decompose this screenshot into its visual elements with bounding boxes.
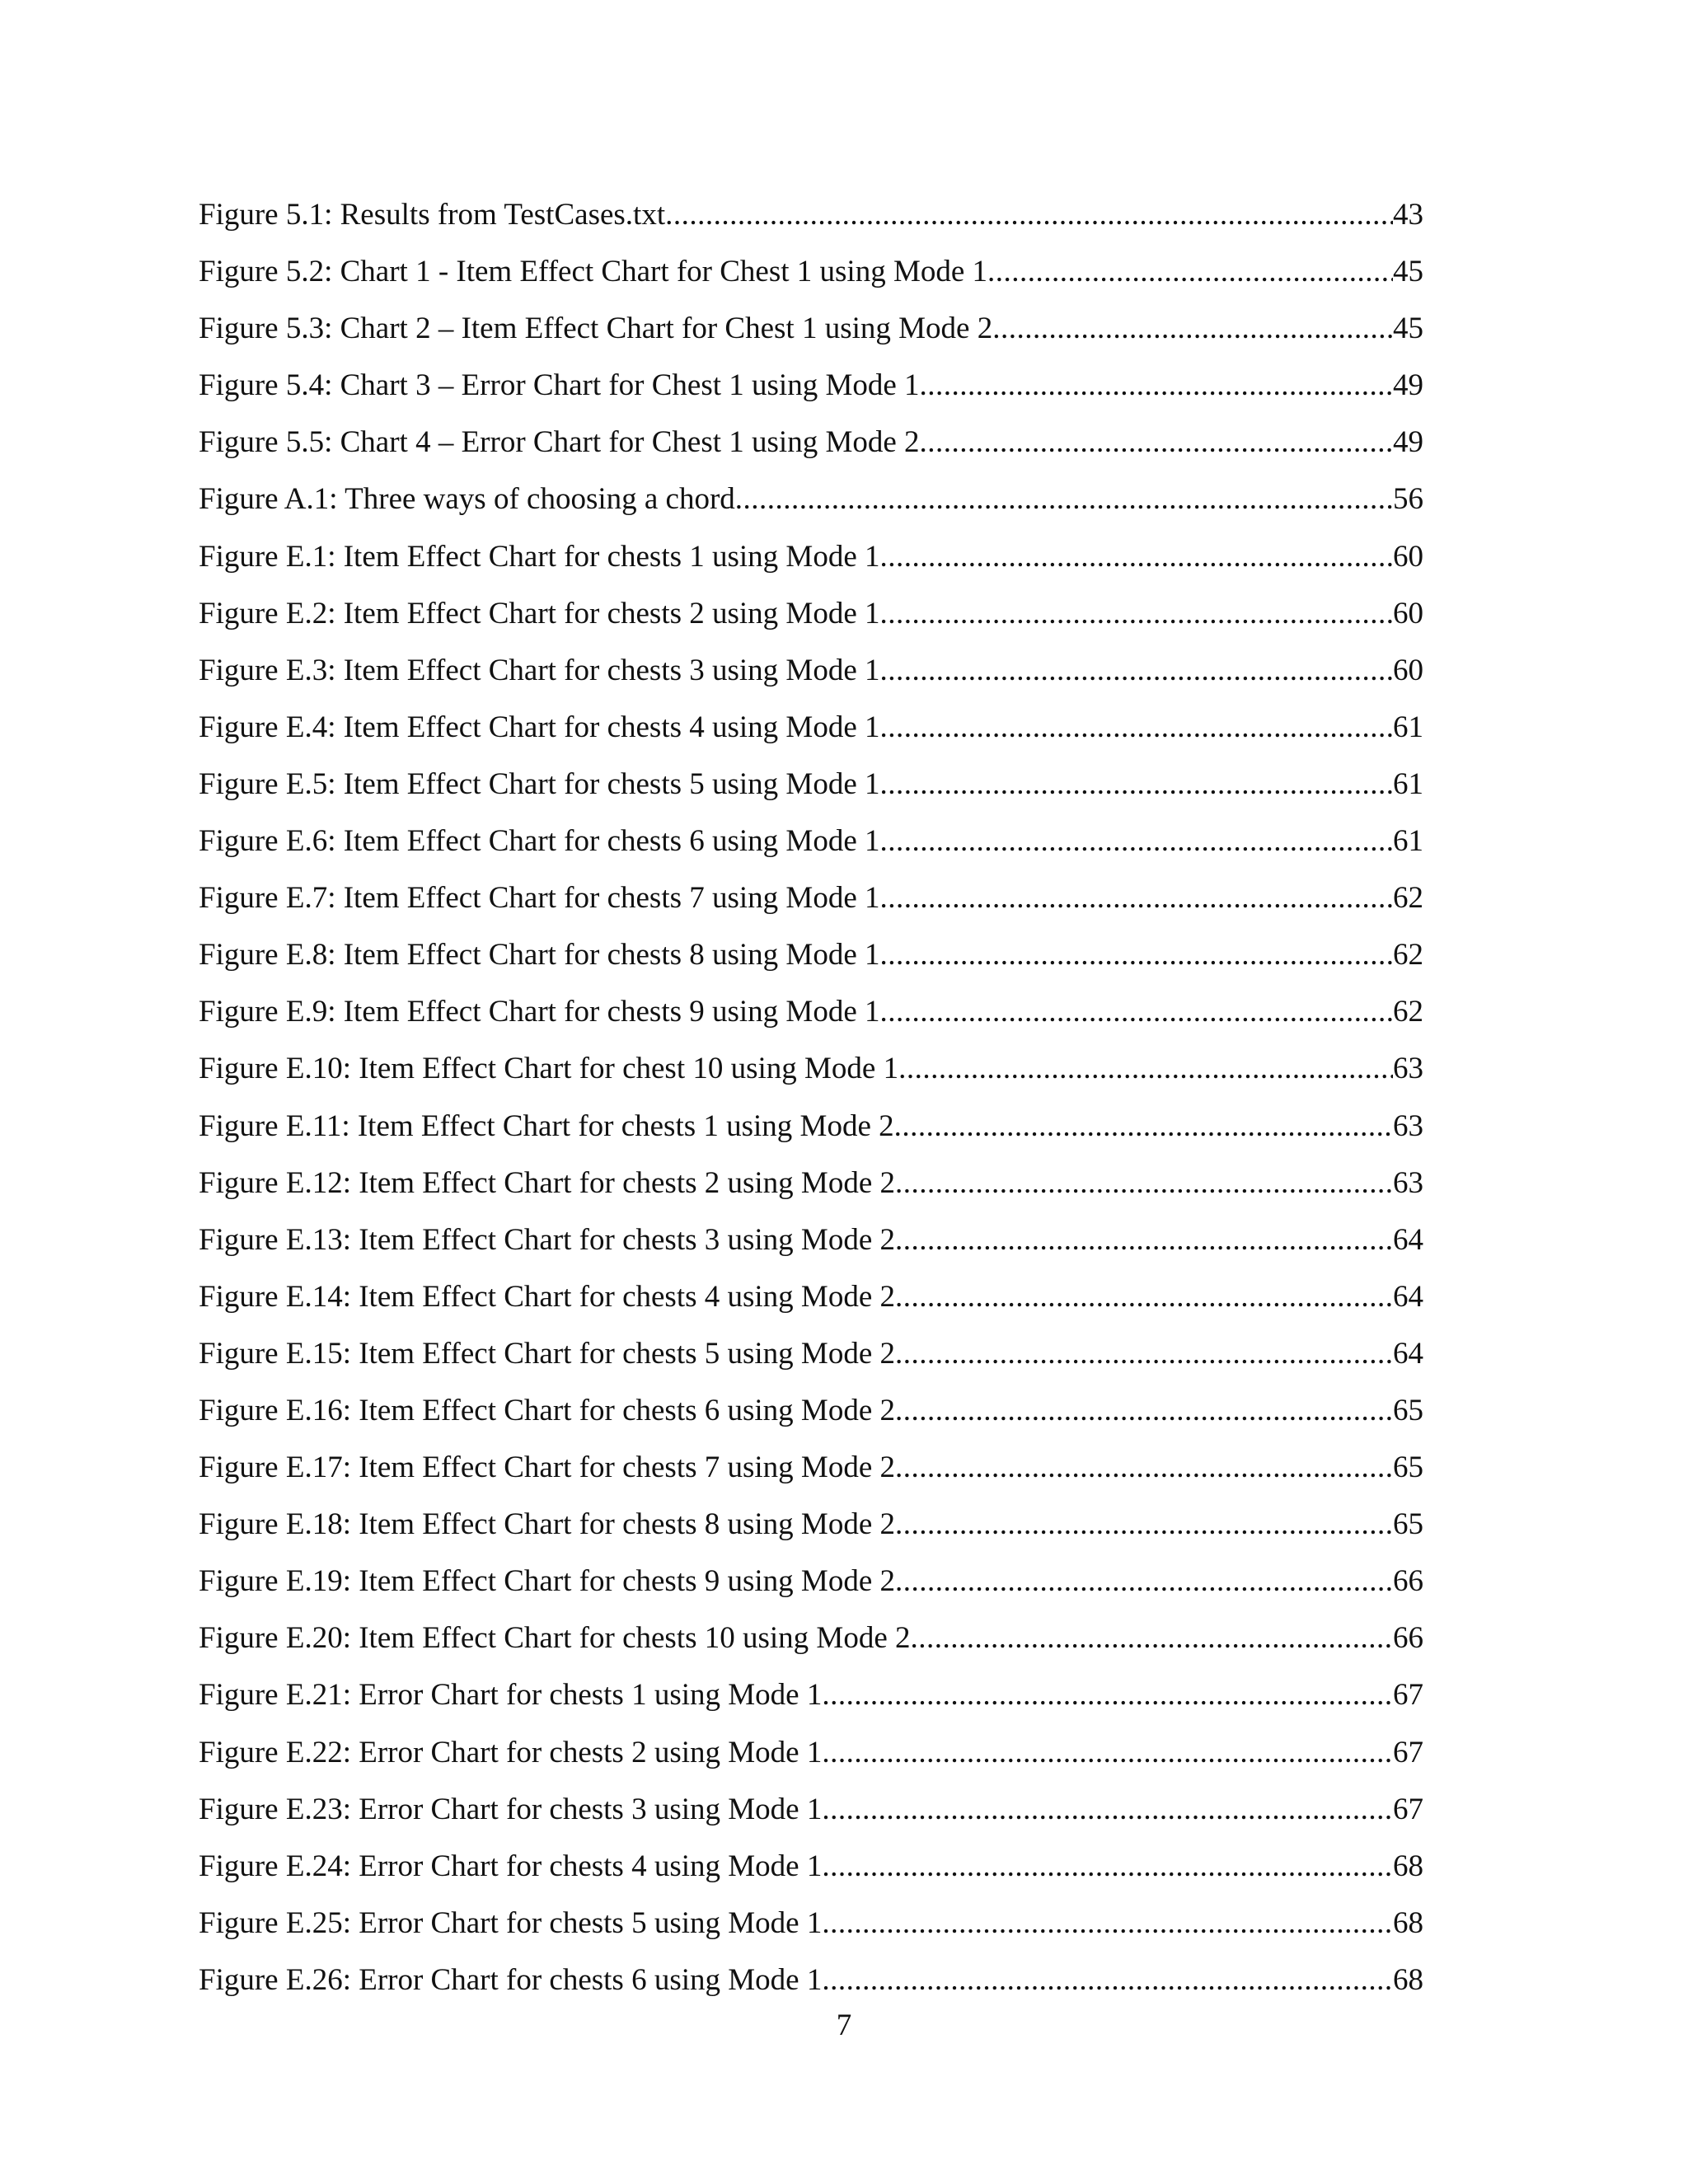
toc-entry[interactable] xyxy=(199,1279,1423,1338)
toc-entry-page: 60 xyxy=(1393,539,1423,574)
toc-entry[interactable] xyxy=(199,1452,1423,1509)
toc-entry-page: 67 xyxy=(1393,1792,1423,1826)
toc-entry-label: Figure E.25: Error Chart for chests 5 using Mode 1 xyxy=(199,1905,823,1940)
dot-leader xyxy=(880,655,1393,686)
dot-leader xyxy=(894,1111,1393,1141)
toc-entry-label: Figure A.1: Three ways of choosing a chord xyxy=(199,482,735,517)
toc-entry-page: 56 xyxy=(1393,482,1423,517)
toc-entry-page: 65 xyxy=(1393,1451,1423,1485)
dot-leader xyxy=(895,1282,1393,1312)
toc-entry-page: 43 xyxy=(1393,198,1423,232)
toc-entry[interactable] xyxy=(199,766,1423,826)
toc-entry[interactable] xyxy=(199,655,1423,712)
toc-entry-page: 68 xyxy=(1393,1849,1423,1883)
toc-entry[interactable] xyxy=(199,1509,1423,1566)
toc-entry-label: Figure E.10: Item Effect Chart for chest 10 using Mode 1 xyxy=(199,1052,899,1086)
toc-entry[interactable] xyxy=(199,996,1423,1053)
toc-entry-label: Figure 5.1: Results from TestCases.txt xyxy=(199,198,666,232)
toc-entry[interactable] xyxy=(199,1905,1423,1965)
toc-entry-page: 66 xyxy=(1393,1564,1423,1599)
toc-entry[interactable] xyxy=(199,1566,1423,1623)
toc-entry-label: Figure E.21: Error Chart for chests 1 using Mode 1 xyxy=(199,1678,823,1713)
dot-leader xyxy=(880,940,1393,970)
toc-entry[interactable] xyxy=(199,1737,1423,1794)
dot-leader xyxy=(987,256,1393,287)
toc-entry-page: 63 xyxy=(1393,1165,1423,1200)
dot-leader xyxy=(880,598,1393,629)
toc-entry-label: Figure E.26: Error Chart for chests 6 using Mode 1 xyxy=(199,1962,823,1997)
dot-leader xyxy=(895,1452,1393,1483)
dot-leader xyxy=(895,1168,1393,1198)
toc-entry-page: 62 xyxy=(1393,995,1423,1029)
dot-leader xyxy=(895,1338,1393,1369)
toc-entry[interactable] xyxy=(199,1680,1423,1736)
toc-entry[interactable] xyxy=(199,1623,1423,1680)
dot-leader xyxy=(822,1737,1393,1768)
toc-entry-label: Figure E.9: Item Effect Chart for chests 9 using Mode 1 xyxy=(199,995,880,1029)
toc-entry[interactable] xyxy=(199,1851,1423,1908)
dot-leader xyxy=(822,1908,1393,1938)
toc-entry[interactable] xyxy=(199,826,1423,883)
toc-entry-label: Figure E.15: Item Effect Chart for chests 5 using Mode 2 xyxy=(199,1336,896,1371)
dot-leader xyxy=(822,1680,1393,1710)
toc-entry[interactable] xyxy=(199,712,1423,769)
dot-leader xyxy=(665,199,1393,230)
toc-entry-page: 67 xyxy=(1393,1678,1423,1713)
toc-entry-page: 62 xyxy=(1393,881,1423,916)
toc-entry-page: 49 xyxy=(1393,368,1423,403)
toc-entry-page: 64 xyxy=(1393,1279,1423,1314)
toc-entry[interactable] xyxy=(199,598,1423,655)
dot-leader xyxy=(920,370,1393,401)
toc-entry-page: 65 xyxy=(1393,1393,1423,1427)
toc-entry-page: 45 xyxy=(1393,312,1423,346)
dot-leader xyxy=(920,427,1393,457)
toc-entry-label: Figure E.17: Item Effect Chart for chests 7 using Mode 2 xyxy=(199,1451,896,1485)
dot-leader xyxy=(880,769,1393,799)
toc-entry-label: Figure E.23: Error Chart for chests 3 using Mode 1 xyxy=(199,1792,823,1826)
toc-entry-page: 68 xyxy=(1393,1962,1423,1997)
toc-entry[interactable] xyxy=(199,940,1423,996)
toc-entry[interactable] xyxy=(199,1165,1423,1225)
toc-entry[interactable] xyxy=(199,256,1423,313)
dot-leader xyxy=(822,1965,1393,1995)
toc-entry[interactable] xyxy=(199,1794,1423,1851)
toc-entry[interactable] xyxy=(199,1108,1423,1168)
toc-entry-label: Figure E.3: Item Effect Chart for chests 3 using Mode 1 xyxy=(199,653,880,687)
toc-entry[interactable] xyxy=(199,199,1423,256)
dot-leader xyxy=(822,1794,1393,1825)
dot-leader xyxy=(880,541,1393,572)
toc-entry-label: Figure E.14: Item Effect Chart for chests 4 using Mode 2 xyxy=(199,1279,896,1314)
toc-entry-label: Figure 5.4: Chart 3 – Error Chart for Chest 1 using Mode 1 xyxy=(199,368,920,403)
dot-leader xyxy=(880,996,1393,1027)
toc-entry-label: Figure E.13: Item Effect Chart for chests 3 using Mode 2 xyxy=(199,1222,896,1257)
toc-entry-label: Figure E.6: Item Effect Chart for chests 6 using Mode 1 xyxy=(199,824,880,859)
toc-entry-page: 45 xyxy=(1393,255,1423,289)
toc-entry-label: Figure E.22: Error Chart for chests 2 using Mode 1 xyxy=(199,1735,823,1769)
toc-entry-page: 65 xyxy=(1393,1507,1423,1542)
toc-entry-page: 63 xyxy=(1393,1052,1423,1086)
toc-entry-label: Figure E.5: Item Effect Chart for chests 5 using Mode 1 xyxy=(199,766,880,801)
toc-entry-label: Figure E.7: Item Effect Chart for chests 7 using Mode 1 xyxy=(199,881,880,916)
toc-entry-label: Figure E.11: Item Effect Chart for chests 1 using Mode 2 xyxy=(199,1108,894,1143)
dot-leader xyxy=(898,1053,1393,1084)
toc-entry-label: Figure E.2: Item Effect Chart for chests 2 using Mode 1 xyxy=(199,596,880,630)
dot-leader xyxy=(880,826,1393,856)
toc-entry-page: 62 xyxy=(1393,938,1423,972)
toc-entry-label: Figure E.8: Item Effect Chart for chests 8 using Mode 1 xyxy=(199,938,880,972)
dot-leader xyxy=(822,1851,1393,1882)
toc-entry-label: Figure E.16: Item Effect Chart for chests 6 using Mode 2 xyxy=(199,1393,896,1427)
toc-entry-page: 68 xyxy=(1393,1905,1423,1940)
toc-entry-label: Figure E.1: Item Effect Chart for chests 1 using Mode 1 xyxy=(199,539,880,574)
toc-entry-page: 61 xyxy=(1393,824,1423,859)
toc-entry-page: 64 xyxy=(1393,1222,1423,1257)
toc-entry[interactable] xyxy=(199,427,1423,484)
list-of-figures xyxy=(199,199,1423,2022)
toc-entry-label: Figure E.12: Item Effect Chart for chests 2 using Mode 2 xyxy=(199,1165,896,1200)
toc-entry[interactable] xyxy=(199,484,1423,541)
toc-entry[interactable] xyxy=(199,1053,1423,1110)
dot-leader xyxy=(880,883,1393,913)
toc-entry-page: 64 xyxy=(1393,1336,1423,1371)
toc-entry-label: Figure E.4: Item Effect Chart for chests 4 using Mode 1 xyxy=(199,710,880,744)
toc-entry-label: Figure 5.2: Chart 1 - Item Effect Chart for Chest 1 using Mode 1 xyxy=(199,255,988,289)
toc-entry-page: 49 xyxy=(1393,425,1423,460)
toc-entry[interactable] xyxy=(199,313,1423,370)
toc-entry-page: 66 xyxy=(1393,1621,1423,1656)
dot-leader xyxy=(895,1225,1393,1255)
toc-entry-page: 60 xyxy=(1393,596,1423,630)
dot-leader xyxy=(992,313,1393,344)
toc-entry[interactable] xyxy=(199,1338,1423,1395)
toc-entry-page: 63 xyxy=(1393,1108,1423,1143)
toc-entry-label: Figure E.19: Item Effect Chart for chests 9 using Mode 2 xyxy=(199,1564,896,1599)
toc-entry[interactable] xyxy=(199,1222,1423,1282)
toc-entry-page: 61 xyxy=(1393,710,1423,744)
dot-leader xyxy=(895,1509,1393,1540)
toc-entry-label: Figure E.24: Error Chart for chests 4 using Mode 1 xyxy=(199,1849,823,1883)
dot-leader xyxy=(895,1566,1393,1596)
dot-leader xyxy=(911,1623,1393,1653)
toc-entry-label: Figure 5.3: Chart 2 – Item Effect Chart for Chest 1 using Mode 2 xyxy=(199,312,993,346)
toc-entry[interactable] xyxy=(199,541,1423,598)
page-number: 7 xyxy=(836,2008,852,2042)
toc-entry[interactable] xyxy=(199,370,1423,427)
toc-entry-label: Figure 5.5: Chart 4 – Error Chart for Chest 1 using Mode 2 xyxy=(199,425,920,460)
toc-entry[interactable] xyxy=(199,883,1423,940)
toc-entry-label: Figure E.20: Item Effect Chart for chests 10 using Mode 2 xyxy=(199,1621,911,1656)
dot-leader xyxy=(880,712,1393,743)
dot-leader xyxy=(735,484,1393,514)
toc-entry-label: Figure E.18: Item Effect Chart for chests 8 using Mode 2 xyxy=(199,1507,896,1542)
toc-entry[interactable] xyxy=(199,1395,1423,1452)
dot-leader xyxy=(895,1395,1393,1426)
toc-entry-page: 60 xyxy=(1393,653,1423,687)
toc-entry-page: 61 xyxy=(1393,766,1423,801)
toc-entry-page: 67 xyxy=(1393,1735,1423,1769)
